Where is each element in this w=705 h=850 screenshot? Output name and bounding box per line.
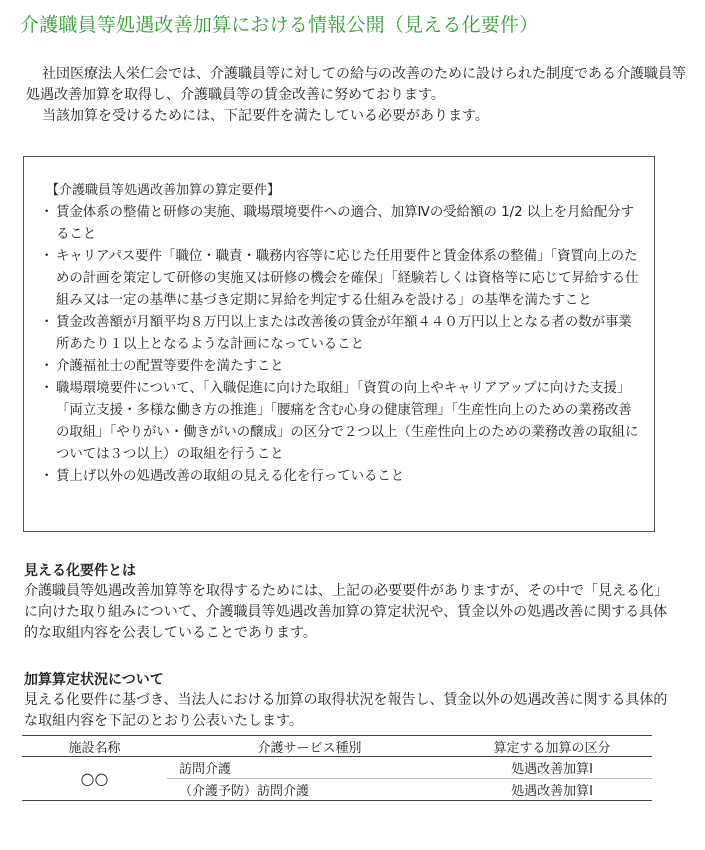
visibility-text: 介護職員等処遇改善加算等を取得するためには、上記の必要要件がありますが、その中で「見える化」に向けた取り組みについて、介護職員等処遇改善加算の算定状況や、賃金以外の処遇改善に関する具体的な取組内容を公表していることであります。	[24, 583, 668, 641]
status-heading: 加算算定状況について	[24, 672, 164, 688]
header-service: 介護サービス種別	[167, 736, 452, 757]
visibility-heading: 見える化要件とは	[24, 563, 136, 579]
intro-paragraph: 当該加算を受けるためには、下記要件を満たしている必要があります。	[42, 108, 489, 124]
requirement-item: ・ 賃金体系の整備と研修の実施、職場環境要件への適合、加算Ⅳの受給額の 1/2 以上を月給配分すること	[42, 202, 642, 246]
status-table	[22, 735, 652, 801]
requirements-box	[23, 156, 655, 532]
table-row	[22, 757, 652, 779]
header-addition: 算定する加算の区分	[452, 736, 652, 757]
facility-name: ○○	[22, 757, 167, 801]
service-type: 訪問介護	[167, 757, 452, 779]
status-text: 見える化要件に基づき、当法人における加算の取得状況を報告し、賃金以外の処遇改善に関する具体的な取組内容を下記のとおり公表いたします。	[24, 692, 668, 729]
header-facility: 施設名称	[22, 736, 167, 757]
requirement-item: ・ キャリアパス要件「職位・職責・職務内容等に応じた任用要件と賃金体系の整備」「資質向上のための計画を策定して研修の実施又は研修の機会を確保」「経験若しくは資格等に応じて昇給する仕組み又は一定の基準に基づき定期に昇給を判定する仕組みを設ける」の基準を満たすこと	[42, 246, 642, 312]
requirements-heading: 【介護職員等処遇改善加算の算定要件】	[46, 183, 281, 198]
service-type: （介護予防）訪問介護	[167, 779, 452, 801]
table-header-row	[22, 736, 652, 757]
requirement-item: ・ 職場環境要件について、「入職促進に向けた取組」「資質の向上やキャリアアップに向けた支援」「両立支援・多様な働き方の推進」「腰痛を含む心身の健康管理」「生産性向上のための業務改善の取組」「やりがい・働きがいの醸成」の区分で２つ以上（生産性向上のための業務改善の取組については３つ以上）の取組を行うこと	[42, 378, 642, 466]
addition-class: 処遇改善加算Ⅰ	[452, 779, 652, 801]
addition-class: 処遇改善加算Ⅰ	[452, 757, 652, 779]
requirements-list	[42, 202, 642, 488]
requirement-item: ・ 介護福祉士の配置等要件を満たすこと	[42, 356, 642, 378]
requirement-item: ・ 賃上げ以外の処遇改善の取組の見える化を行っていること	[42, 466, 642, 488]
requirement-item: ・ 賃金改善額が月額平均８万円以上または改善後の賃金が年額４４０万円以上となる者の数が事業所あたり１以上となるような計画になっていること	[42, 312, 642, 356]
intro-section	[26, 64, 686, 127]
page-title: 介護職員等処遇改善加算における情報公開（見える化要件）	[20, 14, 539, 36]
intro-paragraph: 社団医療法人栄仁会では、介護職員等に対しての給与の改善のために設けられた制度である介護職員等処遇改善加算を取得し、介護職員等の賃金改善に努めております。	[26, 66, 686, 103]
